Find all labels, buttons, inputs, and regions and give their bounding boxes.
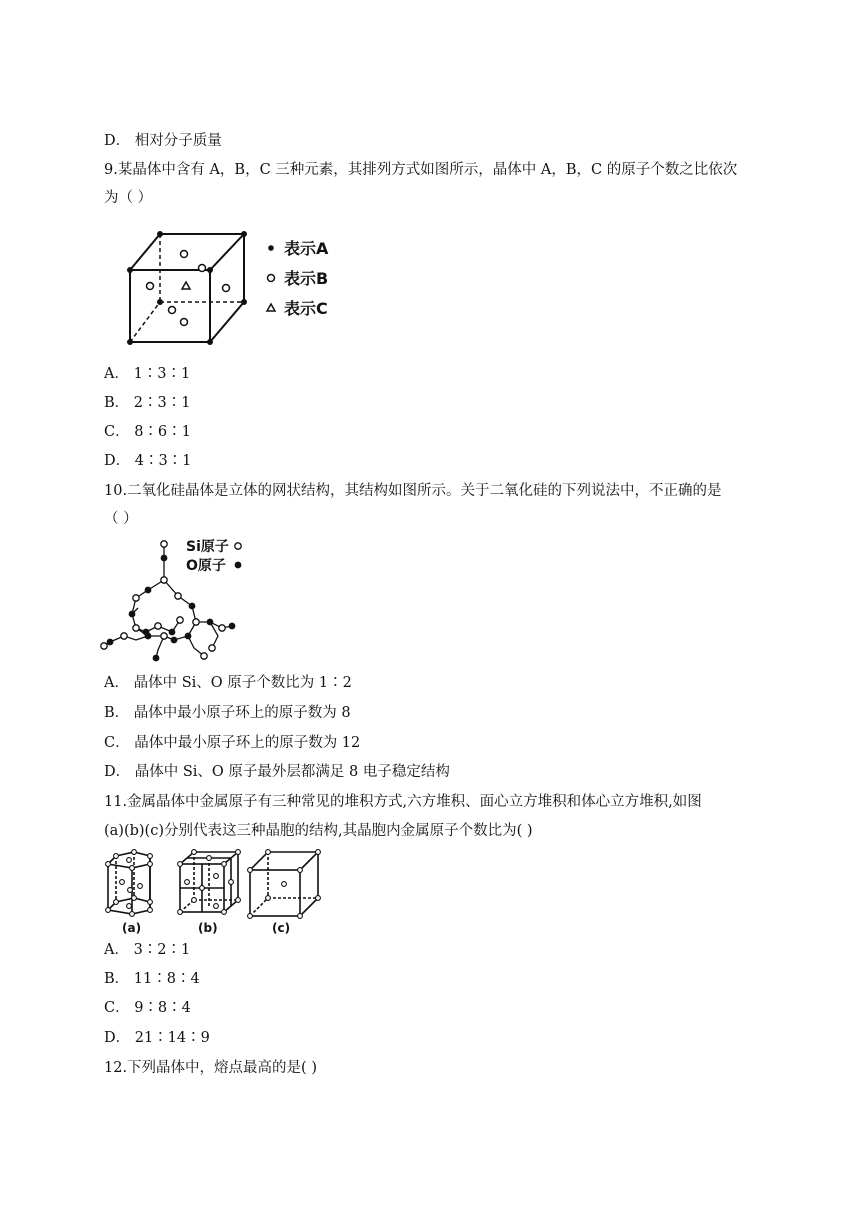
q11-label-a: (a) — [122, 921, 142, 935]
q10-stem-line1: 10.二氧化硅晶体是立体的网状结构，其结构如图所示。关于二氧化硅的下列说法中，不正确的是 — [104, 483, 722, 499]
q9-legend-b: 表示B — [284, 269, 329, 288]
q8-option-d: D． 相对分子质量 — [104, 133, 222, 149]
q11-stem-line1: 11.金属晶体中金属原子有三种常见的堆积方式,六方堆积、面心立方堆积和体心立方堆积,如图 — [104, 794, 702, 810]
q9-legend-c: 表示C — [284, 299, 328, 318]
q10-legend-o: O原子 — [186, 558, 226, 574]
q10-option-a: A． 晶体中 Si、O 原子个数比为 1∶2 — [104, 675, 352, 691]
q11-label-b: (b) — [198, 921, 218, 935]
q10-option-b: B． 晶体中最小原子环上的原子数为 8 — [104, 705, 351, 721]
q10-stem-line2: （ ） — [104, 511, 138, 527]
q11-option-d: D． 21∶14∶9 — [104, 1030, 210, 1046]
q11-option-b: B． 11∶8∶4 — [104, 971, 200, 987]
q10-silica-structure-figure — [100, 536, 250, 666]
q9-option-a: A． 1∶3∶1 — [104, 366, 191, 382]
q9-option-b: B． 2∶3∶1 — [104, 395, 191, 411]
q9-stem-line1: 9.某晶体中含有 A，B，C 三种元素，其排列方式如图所示，晶体中 A，B，C 的原子个数之比依次 — [104, 162, 738, 178]
q9-option-c: C． 8∶6∶1 — [104, 424, 191, 440]
q10-option-d: D． 晶体中 Si、O 原子最外层都满足 8 电子稳定结构 — [104, 764, 450, 780]
q10-option-c: C． 晶体中最小原子环上的原子数为 12 — [104, 735, 361, 751]
q12-stem: 12.下列晶体中，熔点最高的是( ) — [104, 1060, 317, 1076]
q10-legend-si: Si原子 — [186, 539, 229, 555]
q11-stem-line2: (a)(b)(c)分别代表这三种晶胞的结构,其晶胞内金属原子个数比为( ) — [104, 823, 533, 839]
q11-unit-cells-figure — [100, 848, 330, 938]
q11-option-a: A． 3∶2∶1 — [104, 942, 191, 958]
q9-crystal-figure — [120, 222, 360, 352]
q11-label-c: (c) — [272, 921, 291, 935]
q9-legend-a: 表示A — [284, 239, 329, 258]
q11-option-c: C． 9∶8∶4 — [104, 1000, 191, 1016]
q9-option-d: D． 4∶3∶1 — [104, 453, 192, 469]
q9-stem-line2: 为（ ） — [104, 190, 153, 206]
